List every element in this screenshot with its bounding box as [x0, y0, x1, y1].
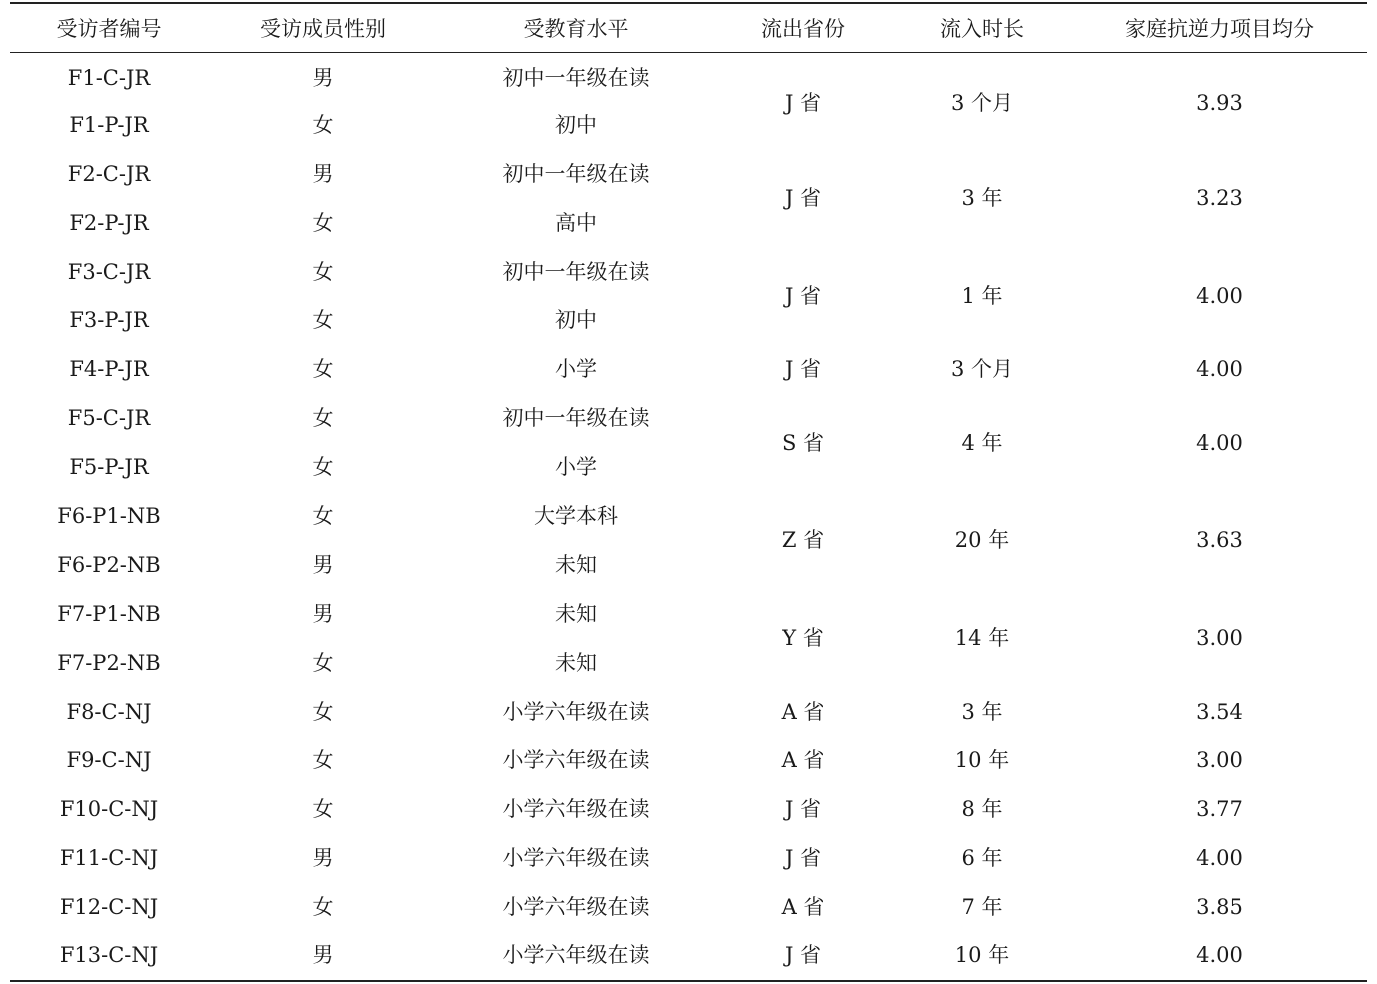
cell-interviewee-id: F1-C-JR [67, 66, 151, 91]
cell-education: 初中一年级在读 [502, 406, 650, 431]
cell-resilience-score: 4.00 [1196, 430, 1243, 455]
cell-interviewee-id: F1-P-JR [69, 112, 149, 137]
cell-interviewee-id: F4-P-JR [69, 357, 149, 382]
cell-origin-province: J 省 [784, 357, 822, 382]
cell-interviewee-id: F6-P2-NB [57, 552, 161, 577]
cell-gender: 男 [312, 846, 334, 871]
cell-interviewee-id: F5-C-JR [67, 406, 151, 431]
header-origin-province: 流出省份 [714, 4, 892, 52]
cell-gender: 女 [312, 748, 334, 773]
cell-resilience-score: 4.00 [1072, 932, 1367, 981]
cell-education: 小学六年级在读 [502, 895, 650, 920]
cell-migration-duration: 20 年 [954, 528, 1010, 553]
cell-education: 小学六年级在读 [502, 846, 650, 871]
cell-resilience-score: 3.54 [1196, 699, 1243, 724]
cell-origin-province: Y 省 [782, 626, 824, 651]
cell-resilience-score: 3.00 [1196, 748, 1243, 773]
cell-interviewee-id: F11-C-NJ [59, 846, 159, 871]
cell-migration-duration: 3 个月 [950, 357, 1014, 382]
cell-gender: 男 [312, 552, 334, 577]
cell-origin-province: S 省 [781, 430, 825, 455]
cell-gender: 男 [208, 932, 438, 981]
cell-gender: 女 [312, 895, 334, 920]
cell-gender: 女 [312, 699, 334, 724]
table-row [10, 883, 1367, 932]
header-migration-duration: 流入时长 [892, 4, 1072, 52]
header-row [10, 4, 1367, 52]
cell-interviewee-id: F7-P2-NB [57, 650, 161, 675]
cell-origin-province: J 省 [784, 90, 822, 115]
cell-migration-duration: 7 年 [961, 895, 1003, 920]
cell-origin-province: J 省 [784, 283, 822, 308]
table-row [10, 150, 1367, 199]
table-body [10, 52, 1367, 981]
cell-education: 未知 [555, 552, 597, 577]
cell-migration-duration: 3 年 [961, 186, 1003, 211]
cell-interviewee-id: F9-C-NJ [66, 748, 152, 773]
cell-resilience-score: 3.23 [1196, 186, 1243, 211]
table-row [10, 345, 1367, 394]
cell-migration-duration: 14 年 [954, 626, 1010, 651]
cell-migration-duration: 10 年 [892, 932, 1072, 981]
cell-gender: 女 [312, 308, 334, 333]
cell-origin-province: J 省 [784, 797, 822, 822]
interviewee-table [10, 4, 1367, 982]
header-interviewee-id: 受访者编号 [10, 4, 208, 52]
table-row [10, 394, 1367, 443]
cell-origin-province: A 省 [781, 895, 825, 920]
cell-migration-duration: 8 年 [961, 797, 1003, 822]
cell-gender: 男 [312, 601, 334, 626]
cell-education: 小学六年级在读 [502, 797, 650, 822]
cell-migration-duration: 6 年 [961, 846, 1003, 871]
cell-origin-province: A 省 [781, 748, 825, 773]
cell-education: 大学本科 [534, 503, 618, 528]
cell-gender: 女 [312, 406, 334, 431]
cell-education: 初中一年级在读 [502, 66, 650, 91]
cell-migration-duration: 10 年 [954, 748, 1010, 773]
table-row [10, 590, 1367, 639]
cell-education: 未知 [555, 650, 597, 675]
table-row [10, 785, 1367, 834]
cell-gender: 女 [312, 210, 334, 235]
cell-education: 初中一年级在读 [502, 259, 650, 284]
cell-interviewee-id: F3-C-JR [67, 259, 151, 284]
header-resilience-score: 家庭抗逆力项目均分 [1072, 4, 1367, 52]
cell-migration-duration: 1 年 [961, 283, 1003, 308]
table-header [10, 4, 1367, 52]
cell-education: 小学 [555, 357, 597, 382]
cell-interviewee-id: F5-P-JR [69, 455, 149, 480]
table-row [10, 932, 1367, 981]
cell-education: 初中 [555, 112, 597, 137]
table-row [10, 492, 1367, 541]
cell-education: 小学六年级在读 [438, 932, 714, 981]
cell-gender: 男 [312, 66, 334, 91]
cell-interviewee-id: F2-P-JR [69, 210, 149, 235]
cell-interviewee-id: F13-C-NJ [10, 932, 208, 981]
cell-gender: 女 [312, 357, 334, 382]
cell-interviewee-id: F7-P1-NB [57, 601, 161, 626]
cell-gender: 女 [312, 112, 334, 137]
cell-origin-province: J 省 [714, 932, 892, 981]
table-row [10, 52, 1367, 101]
cell-interviewee-id: F10-C-NJ [59, 797, 159, 822]
cell-education: 小学六年级在读 [502, 699, 650, 724]
cell-migration-duration: 4 年 [961, 430, 1003, 455]
cell-resilience-score: 4.00 [1196, 846, 1243, 871]
table-row [10, 248, 1367, 297]
cell-resilience-score: 4.00 [1196, 283, 1243, 308]
cell-interviewee-id: F2-C-JR [67, 161, 151, 186]
cell-resilience-score: 3.93 [1196, 90, 1243, 115]
cell-resilience-score: 3.85 [1196, 895, 1243, 920]
cell-education: 高中 [555, 210, 597, 235]
cell-gender: 男 [312, 161, 334, 186]
cell-gender: 女 [312, 455, 334, 480]
cell-education: 未知 [555, 601, 597, 626]
cell-resilience-score: 3.00 [1196, 626, 1243, 651]
header-gender: 受访成员性别 [208, 4, 438, 52]
cell-gender: 女 [312, 650, 334, 675]
cell-gender: 女 [312, 503, 334, 528]
cell-origin-province: J 省 [784, 186, 822, 211]
cell-origin-province: J 省 [784, 846, 822, 871]
cell-education: 小学 [555, 455, 597, 480]
table-row [10, 688, 1367, 737]
cell-resilience-score: 3.77 [1196, 797, 1243, 822]
cell-education: 小学六年级在读 [502, 748, 650, 773]
cell-interviewee-id: F8-C-NJ [66, 699, 152, 724]
cell-origin-province: Z 省 [781, 528, 825, 553]
cell-resilience-score: 4.00 [1196, 357, 1243, 382]
cell-interviewee-id: F3-P-JR [69, 308, 149, 333]
cell-gender: 女 [312, 259, 334, 284]
cell-migration-duration: 3 个月 [950, 90, 1014, 115]
cell-migration-duration: 3 年 [961, 699, 1003, 724]
cell-origin-province: A 省 [781, 699, 825, 724]
cell-resilience-score: 3.63 [1196, 528, 1243, 553]
table-row [10, 736, 1367, 785]
table-row [10, 834, 1367, 883]
cell-education: 初中 [555, 308, 597, 333]
cell-gender: 女 [312, 797, 334, 822]
header-education: 受教育水平 [438, 4, 714, 52]
cell-interviewee-id: F12-C-NJ [59, 895, 159, 920]
cell-interviewee-id: F6-P1-NB [57, 503, 161, 528]
cell-education: 初中一年级在读 [502, 161, 650, 186]
